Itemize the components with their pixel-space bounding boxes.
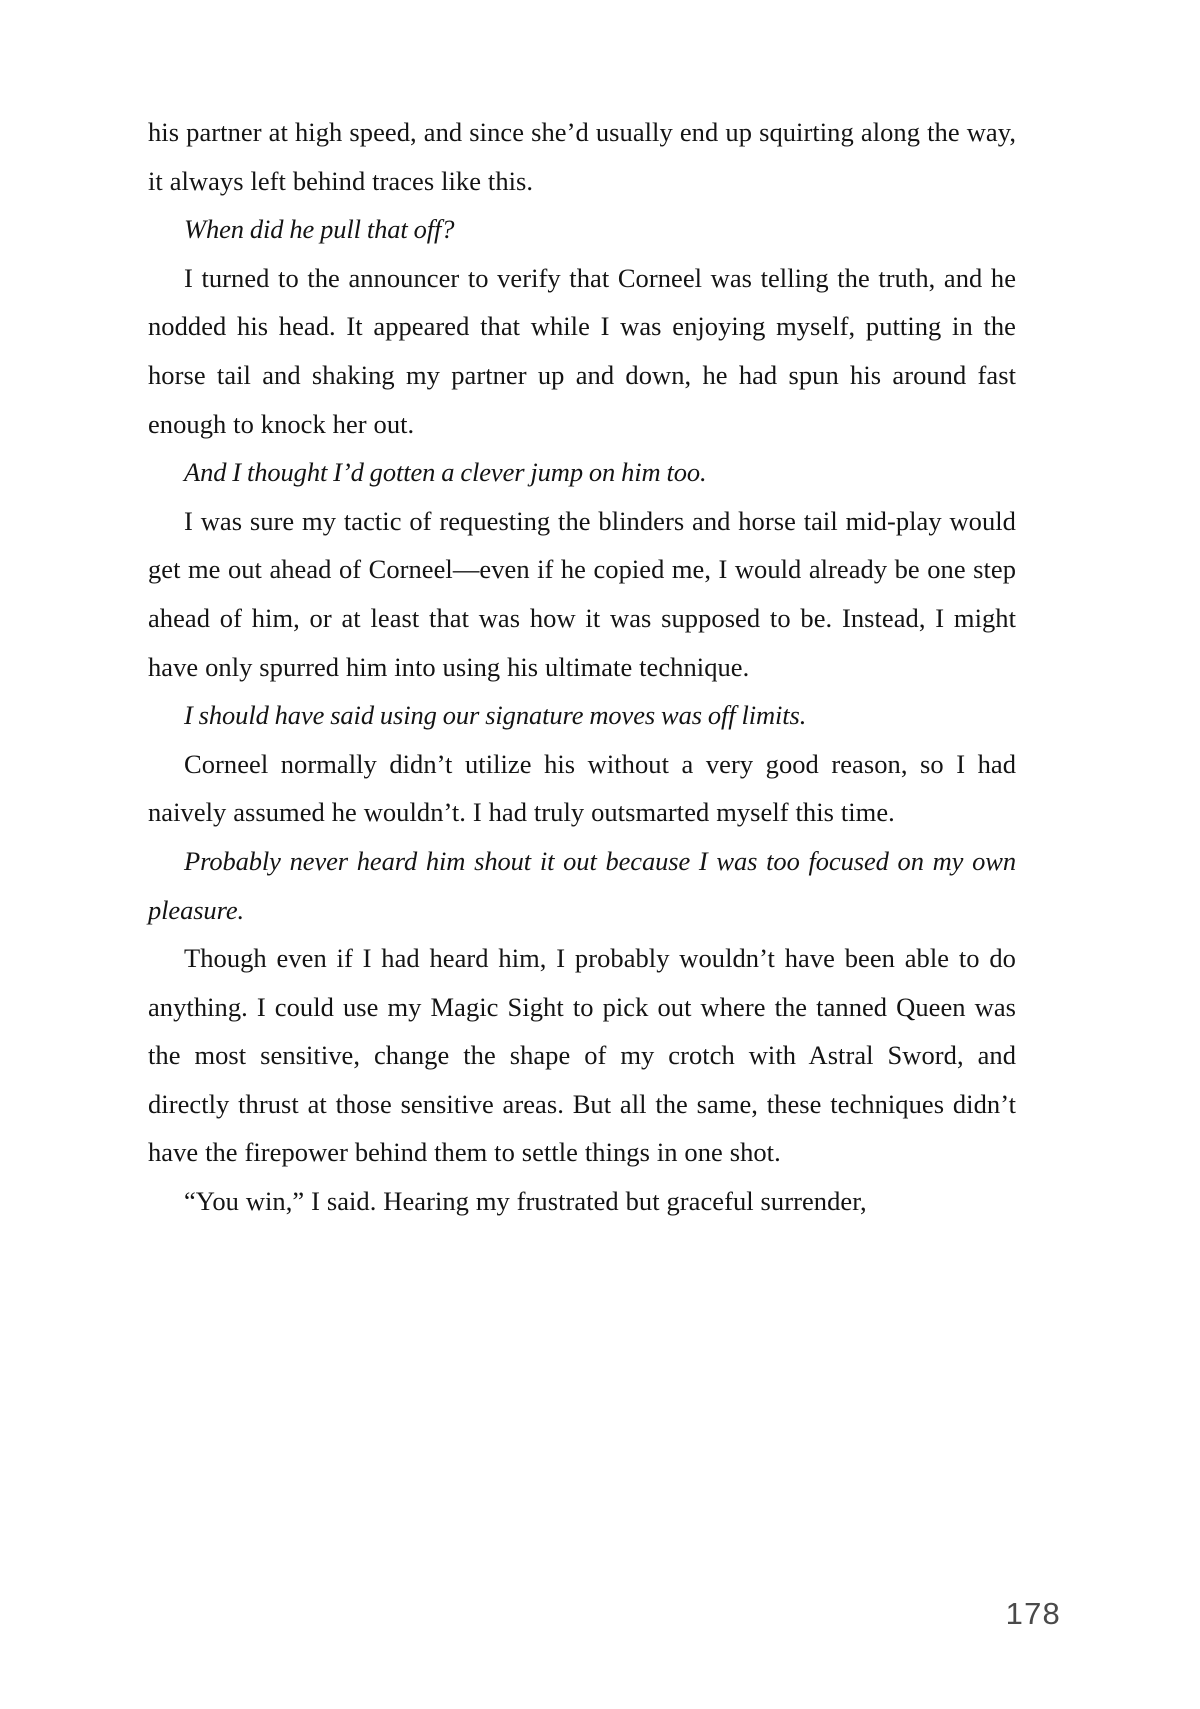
page-number: 178 (1005, 1596, 1061, 1631)
paragraph-inner-monologue: When did he pull that off? (184, 214, 455, 245)
paragraph-body: I was sure my tactic of requesting the blinders and horse tail mid-play would get me out ahead of Corneel—even if he copied me, I would already be one step ahead of him, or at least that was how it was supposed to be. Instead, I might have only spurred him into using his ultimate technique. (148, 505, 1016, 682)
paragraph-body: Though even if I had heard him, I probably wouldn’t have been able to do anything. I could use my Magic Sight to pick out where the tanned Queen was the most sensitive, change the shape of my crotch with Astral Sword, and directly thrust at those sensitive areas. But all the same, these techniques didn’t have the firepower behind them to settle things in one shot. (148, 943, 1016, 1168)
paragraph-body: Corneel normally didn’t utilize his without a very good reason, so I had naively assumed he wouldn’t. I had truly outsmarted myself this time. (148, 748, 1016, 828)
paragraph-dialogue: “You win,” I said. Hearing my frustrated but graceful surrender, (184, 1186, 867, 1217)
paragraph-inner-monologue: Probably never heard him shout it out because I was too focused on my own pleasure. (148, 845, 1016, 925)
paragraph-body: I turned to the announcer to verify that Corneel was telling the truth, and he nodded his head. It appeared that while I was enjoying myself, putting in the horse tail and shaking my partner up and down, he had spun his around fast enough to knock her out. (148, 262, 1016, 439)
paragraph-inner-monologue: I should have said using our signature moves was off limits. (184, 700, 807, 731)
paragraph-continued: his partner at high speed, and since she’d usually end up squirting along the way, it always left behind traces like this. (148, 117, 1016, 196)
page-text-block (148, 108, 1016, 1226)
paragraph-inner-monologue: And I thought I’d gotten a clever jump on him too. (184, 457, 707, 488)
